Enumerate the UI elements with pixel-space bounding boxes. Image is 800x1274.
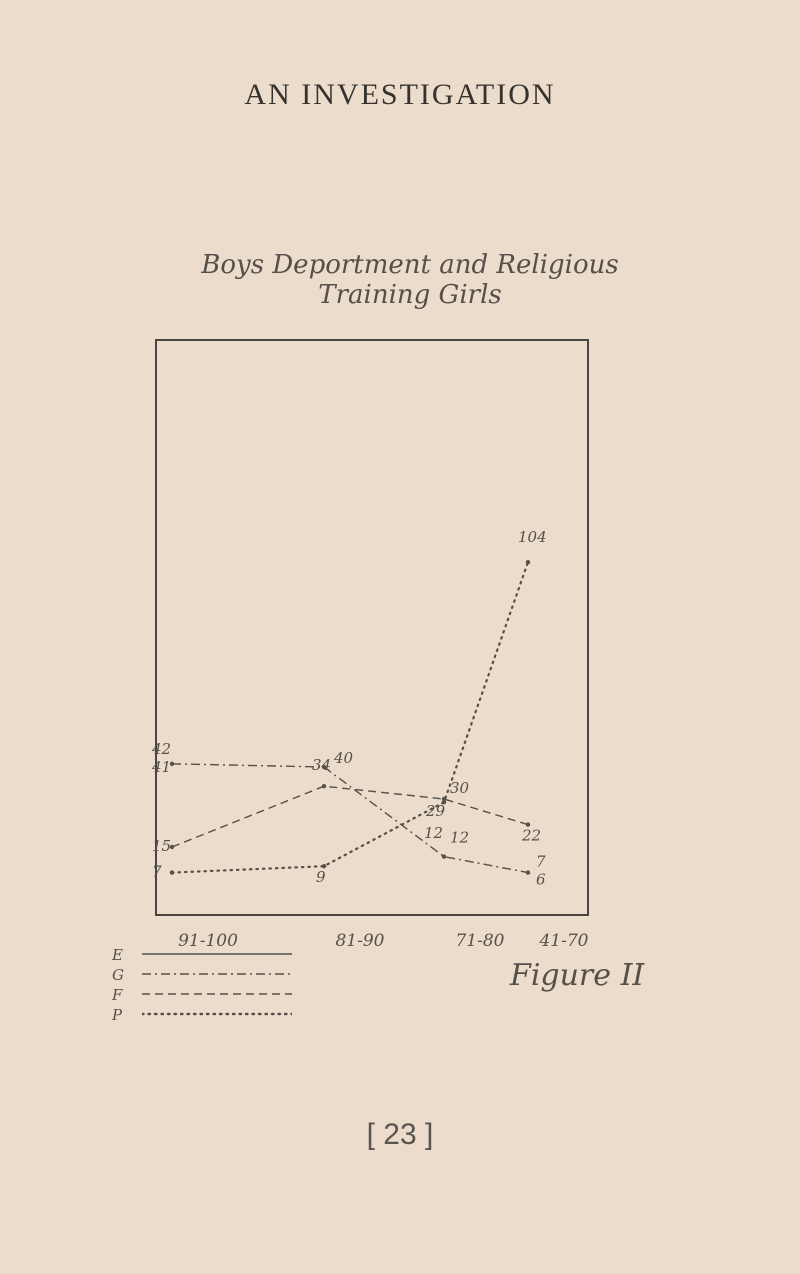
legend-item-P xyxy=(112,1006,312,1026)
data-label-P-3: 104 xyxy=(518,528,547,547)
data-point-G-2 xyxy=(442,854,446,858)
chart-legend xyxy=(112,946,312,1026)
legend-line-sample xyxy=(142,966,292,982)
legend-key: E xyxy=(112,946,123,964)
page-number: [ 23 ] xyxy=(366,1118,434,1151)
legend-item-F xyxy=(112,986,312,1006)
legend-item-G xyxy=(112,966,312,986)
data-label-F-3: 22 xyxy=(522,826,542,845)
data-label-G-3: 6 xyxy=(536,870,546,889)
chart-title: Boys Deportment and Religious Training Girls xyxy=(201,250,619,310)
data-label-P-2: 12 xyxy=(424,824,444,843)
data-label-P-2: 29 xyxy=(426,802,446,821)
data-point-P-3 xyxy=(526,560,530,564)
legend-line-sample xyxy=(142,946,292,962)
series-line-G xyxy=(172,764,528,873)
x-tick-label-1: 81-90 xyxy=(335,931,385,951)
series-line-F xyxy=(172,786,528,847)
legend-key: F xyxy=(112,986,123,1004)
data-label-G-0: 42 xyxy=(152,739,172,758)
data-label-P-0: 7 xyxy=(152,862,162,881)
data-label-G-1: 40 xyxy=(334,749,354,767)
data-label-G-2: 12 xyxy=(450,828,470,847)
data-label-F-0: 15 xyxy=(152,837,172,855)
data-label-G-3: 7 xyxy=(536,852,546,871)
legend-key: G xyxy=(112,966,124,984)
x-tick-label-3: 41-70 xyxy=(539,931,589,951)
data-label-P-1: 9 xyxy=(316,868,326,887)
legend-line-sample xyxy=(142,1006,292,1022)
legend-line-sample xyxy=(142,986,292,1002)
data-point-F-1 xyxy=(322,784,326,788)
x-tick-label-2: 71-80 xyxy=(455,931,505,951)
x-tick-label-0: 91-100 xyxy=(178,931,238,951)
figure-label: Figure II xyxy=(510,958,645,993)
data-label-G-0: 41 xyxy=(152,757,172,776)
data-point-P-0 xyxy=(170,870,174,874)
page-heading: AN INVESTIGATION xyxy=(244,78,556,111)
data-point-G-3 xyxy=(526,870,530,874)
data-label-F-2: 30 xyxy=(450,779,470,797)
data-label-F-1: 34 xyxy=(312,756,332,775)
legend-key: P xyxy=(112,1006,123,1024)
legend-item-E xyxy=(112,946,312,966)
